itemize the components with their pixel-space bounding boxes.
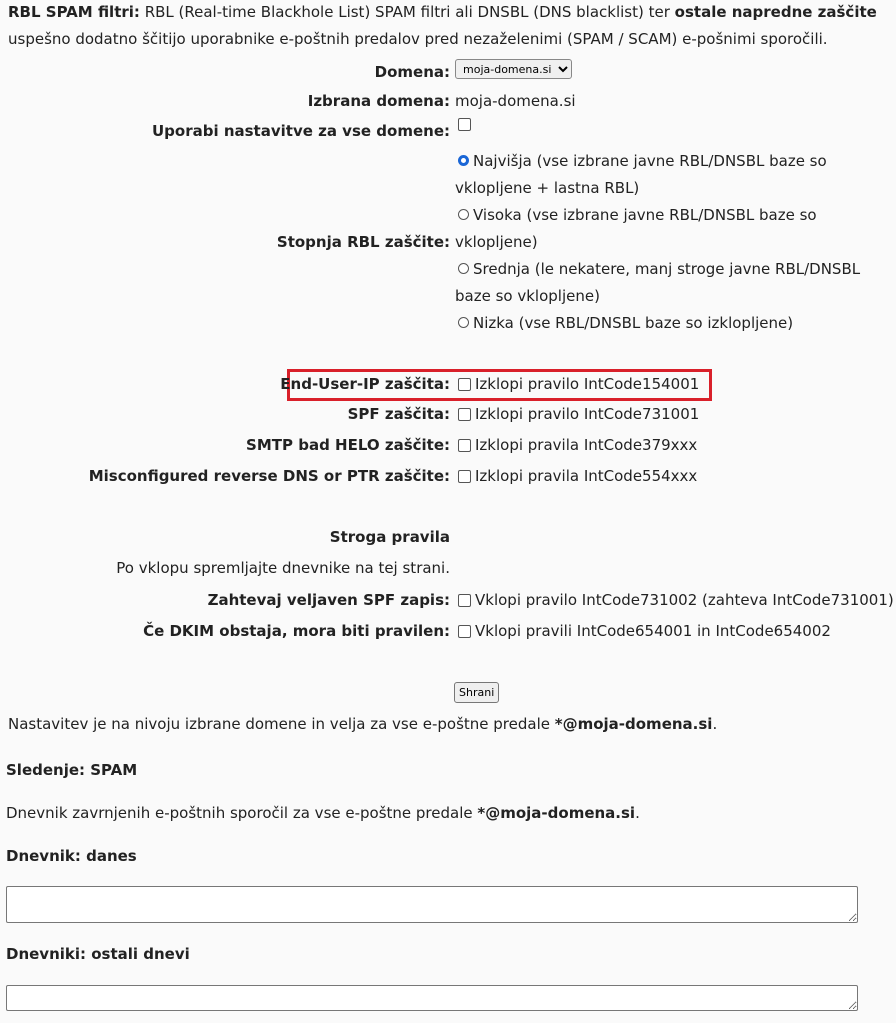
scope-text <box>8 711 717 738</box>
radio-icon[interactable] <box>458 317 469 328</box>
rbl-radio-group <box>455 148 885 337</box>
protection-value: Izklopi pravilo IntCode154001 <box>475 375 700 393</box>
protection-checkbox[interactable] <box>458 408 471 421</box>
protection-row-helo <box>0 432 896 459</box>
intro-bold: ostale napredne zaščite <box>674 3 877 21</box>
rule-checkbox[interactable] <box>458 594 471 607</box>
strict-rule-dkim <box>0 618 896 645</box>
protection-label: Misconfigured reverse DNS or PTR zaščite: <box>88 467 450 485</box>
protection-value: Izklopi pravila IntCode554xxx <box>475 467 698 485</box>
selected-domain-label: Izbrana domena: <box>307 92 450 110</box>
protection-checkbox[interactable] <box>458 378 471 391</box>
protection-value: Izklopi pravila IntCode379xxx <box>475 436 698 454</box>
log-today-textarea[interactable] <box>6 886 858 923</box>
rule-value: Vklopi pravili IntCode654001 in IntCode654002 <box>475 622 831 640</box>
option-label: Nizka (vse RBL/DNSBL baze so izklopljene) <box>473 314 794 332</box>
protection-label: SMTP bad HELO zaščite: <box>246 436 450 454</box>
protection-checkbox[interactable] <box>458 439 471 452</box>
tracking-text <box>6 800 640 827</box>
strict-note: Po vklopu spremljajte dnevnike na tej strani. <box>116 559 450 577</box>
scope-end: . <box>712 715 718 733</box>
strict-title: Stroga pravila <box>329 528 450 546</box>
intro-text: RBL (Real-time Blackhole List) SPAM filtri ali DNSBL (DNS blacklist) ter <box>139 3 675 21</box>
intro-line-1 <box>8 0 877 26</box>
option-label: Najvišja (vse izbrane javne RBL/DNSBL baze so vklopljene + lastna RBL) <box>455 152 827 197</box>
rbl-option-medium[interactable] <box>455 256 885 310</box>
rule-value: Vklopi pravilo IntCode731002 (zahteva IntCode731001) <box>475 591 894 609</box>
all-domains-checkbox[interactable] <box>458 118 471 131</box>
domain-select[interactable] <box>455 59 572 79</box>
strict-title-row <box>0 524 896 551</box>
protection-row-ptr <box>0 463 896 490</box>
tracking-title: Sledenje: SPAM <box>6 761 138 779</box>
rbl-label: Stopnja RBL zaščite: <box>276 233 450 251</box>
protection-label: End-User-IP zaščita: <box>280 375 450 393</box>
tracking-text-main: Dnevnik zavrnjenih e-poštnih sporočil za vse e-poštne predale <box>6 804 478 822</box>
strict-rule-spf <box>0 587 896 614</box>
rule-label: Zahtevaj veljaven SPF zapis: <box>207 591 450 609</box>
protection-label: SPF zaščita: <box>347 405 450 423</box>
rule-label: Če DKIM obstaja, mora biti pravilen: <box>143 622 450 640</box>
protection-row-spf <box>0 401 896 428</box>
all-domains-row <box>0 118 896 145</box>
tracking-end: . <box>635 804 640 822</box>
protection-row-end-user-ip <box>0 371 896 398</box>
all-domains-label: Uporabi nastavitve za vse domene: <box>151 122 450 140</box>
save-button[interactable]: Shrani <box>454 682 499 703</box>
radio-icon[interactable] <box>458 155 469 166</box>
selected-domain-value: moja-domena.si <box>455 92 576 110</box>
log-today-label: Dnevnik: danes <box>6 847 137 865</box>
rbl-option-highest[interactable] <box>455 148 885 202</box>
strict-note-row <box>0 555 896 582</box>
protection-checkbox[interactable] <box>458 470 471 483</box>
option-label: Srednja (le nekatere, manj stroge javne RBL/DNSBL baze so vklopljene) <box>455 260 861 305</box>
domain-row <box>0 59 896 86</box>
tracking-domain: *@moja-domena.si <box>477 804 636 822</box>
selected-domain-row <box>0 88 896 115</box>
log-other-textarea[interactable] <box>6 985 858 1011</box>
rbl-option-low[interactable] <box>455 310 885 337</box>
radio-icon[interactable] <box>458 209 469 220</box>
protection-value: Izklopi pravilo IntCode731001 <box>475 405 700 423</box>
intro-line-2: uspešno dodatno ščitijo uporabnike e-poštnih predalov pred nezaželenimi (SPAM / SCAM) e-pošnimi sporočili. <box>8 30 828 48</box>
scope-domain: *@moja-domena.si <box>554 715 713 733</box>
domain-label: Domena: <box>374 63 450 81</box>
rule-checkbox[interactable] <box>458 625 471 638</box>
option-label: Visoka (vse izbrane javne RBL/DNSBL baze so vklopljene) <box>455 206 817 251</box>
rbl-option-high[interactable] <box>455 202 885 256</box>
radio-icon[interactable] <box>458 263 469 274</box>
scope-text-main: Nastavitev je na nivoju izbrane domene in velja za vse e-poštne predale <box>8 715 555 733</box>
intro-title: RBL SPAM filtri: <box>8 3 140 21</box>
log-other-label: Dnevniki: ostali dnevi <box>6 945 190 963</box>
